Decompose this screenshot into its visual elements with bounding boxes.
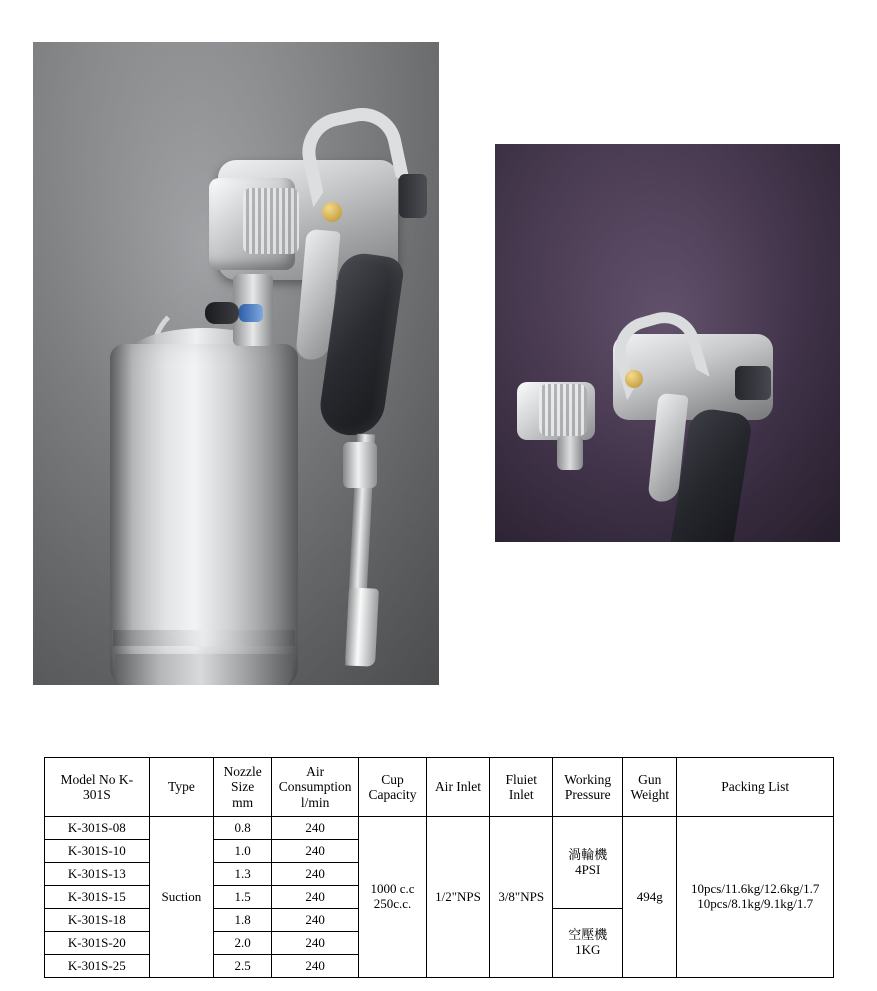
- cell-model: K-301S-25: [45, 955, 150, 978]
- header-fluiet-inlet: [490, 758, 553, 817]
- working-pressure-line3: 空壓機: [568, 927, 608, 943]
- header-air-inlet-line1: Air Inlet: [434, 779, 482, 795]
- cell-air: 240: [272, 932, 359, 955]
- header-gun-weight-line1: Gun: [638, 771, 662, 787]
- air-cap-ring: [243, 188, 299, 254]
- header-nozzle-line1: Nozzle: [223, 764, 262, 780]
- header-working-line2: Pressure: [564, 787, 611, 802]
- header-model-line1: Model No K-301S: [60, 771, 134, 802]
- header-model-no: [45, 758, 150, 817]
- header-gun-weight: [623, 758, 677, 817]
- working-pressure-line2: 4PSI: [575, 861, 601, 877]
- alt-product-photo: [495, 144, 840, 542]
- cell-air-inlet: 1/2"NPS: [426, 817, 489, 978]
- table-row: [45, 817, 834, 840]
- cup-capacity-line2: 250c.c.: [373, 896, 412, 911]
- packing-list-line2: 10pcs/8.1kg/9.1kg/1.7: [697, 896, 814, 911]
- cell-air: 240: [272, 909, 359, 932]
- cell-working-pressure-turbine: [553, 817, 623, 909]
- header-working-pressure: [553, 758, 623, 817]
- cell-nozzle: 1.8: [214, 909, 272, 932]
- specification-table-container: [44, 757, 834, 978]
- header-air-inlet: [426, 758, 489, 817]
- air-inlet-tip: [345, 587, 379, 666]
- air-inlet-nut: [343, 442, 377, 488]
- header-air-consumption: [272, 758, 359, 817]
- header-air-line3: l/min: [300, 794, 330, 810]
- header-type-line1: Type: [168, 779, 195, 795]
- cup-ring: [113, 630, 295, 646]
- header-fluiet-line2: Inlet: [508, 787, 534, 802]
- header-working-line1: Working: [564, 771, 612, 787]
- header-cup-line2: Capacity: [368, 787, 417, 802]
- packing-list-line1: 10pcs/11.6kg/12.6kg/1.7: [690, 881, 820, 897]
- spec-header-row: [45, 758, 834, 817]
- cell-nozzle: 2.0: [214, 932, 272, 955]
- cell-nozzle: 1.5: [214, 886, 272, 909]
- cell-air: 240: [272, 955, 359, 978]
- cell-working-pressure-compressor: [553, 909, 623, 978]
- header-nozzle-line2: Size: [231, 779, 255, 795]
- specification-table: [44, 757, 834, 978]
- cell-model: K-301S-08: [45, 817, 150, 840]
- black-knob: [205, 302, 239, 324]
- cell-nozzle: 0.8: [214, 817, 272, 840]
- cell-model: K-301S-15: [45, 886, 150, 909]
- cell-gun-weight: 494g: [623, 817, 677, 978]
- cell-model: K-301S-13: [45, 863, 150, 886]
- cell-air: 240: [272, 817, 359, 840]
- cell-model: K-301S-18: [45, 909, 150, 932]
- cell-air: 240: [272, 886, 359, 909]
- cell-model: K-301S-10: [45, 840, 150, 863]
- alt-adjust-knob: [557, 436, 583, 470]
- cell-air: 240: [272, 840, 359, 863]
- cell-fluiet-inlet: 3/8"NPS: [490, 817, 553, 978]
- main-product-photo: [33, 42, 439, 685]
- spec-table-head: [45, 758, 834, 817]
- brass-fitting: [322, 202, 342, 222]
- header-nozzle-size: [214, 758, 272, 817]
- header-fluiet-line1: Fluiet: [505, 771, 537, 787]
- cell-nozzle: 1.0: [214, 840, 272, 863]
- spec-table-body: [45, 817, 834, 978]
- alt-air-cap-ring: [539, 384, 587, 436]
- header-packing-list: [677, 758, 834, 817]
- cell-model: K-301S-20: [45, 932, 150, 955]
- cell-type: Suction: [149, 817, 214, 978]
- cell-packing-list: [677, 817, 834, 978]
- header-air-line1: Air: [306, 764, 325, 780]
- cell-cup-capacity: [359, 817, 427, 978]
- alt-brass-fitting: [625, 370, 643, 388]
- rear-black-cap: [399, 174, 427, 218]
- working-pressure-line1: 渦輪機: [568, 846, 608, 862]
- header-packing-line1: Packing List: [721, 779, 790, 795]
- header-air-line2: Consumption: [278, 779, 352, 795]
- header-nozzle-line3: mm: [232, 794, 254, 810]
- header-gun-weight-line2: Weight: [630, 787, 670, 802]
- cell-nozzle: 2.5: [214, 955, 272, 978]
- working-pressure-line4: 1KG: [575, 942, 601, 957]
- blue-knob: [239, 304, 263, 322]
- alt-rear-black-cap: [735, 366, 771, 400]
- header-cup-capacity: [359, 758, 427, 817]
- cup-capacity-line1: 1000 c.c: [370, 881, 415, 897]
- header-type: [149, 758, 214, 817]
- cell-air: 240: [272, 863, 359, 886]
- cup-base: [115, 654, 293, 685]
- header-cup-line1: Cup: [381, 771, 404, 787]
- cell-nozzle: 1.3: [214, 863, 272, 886]
